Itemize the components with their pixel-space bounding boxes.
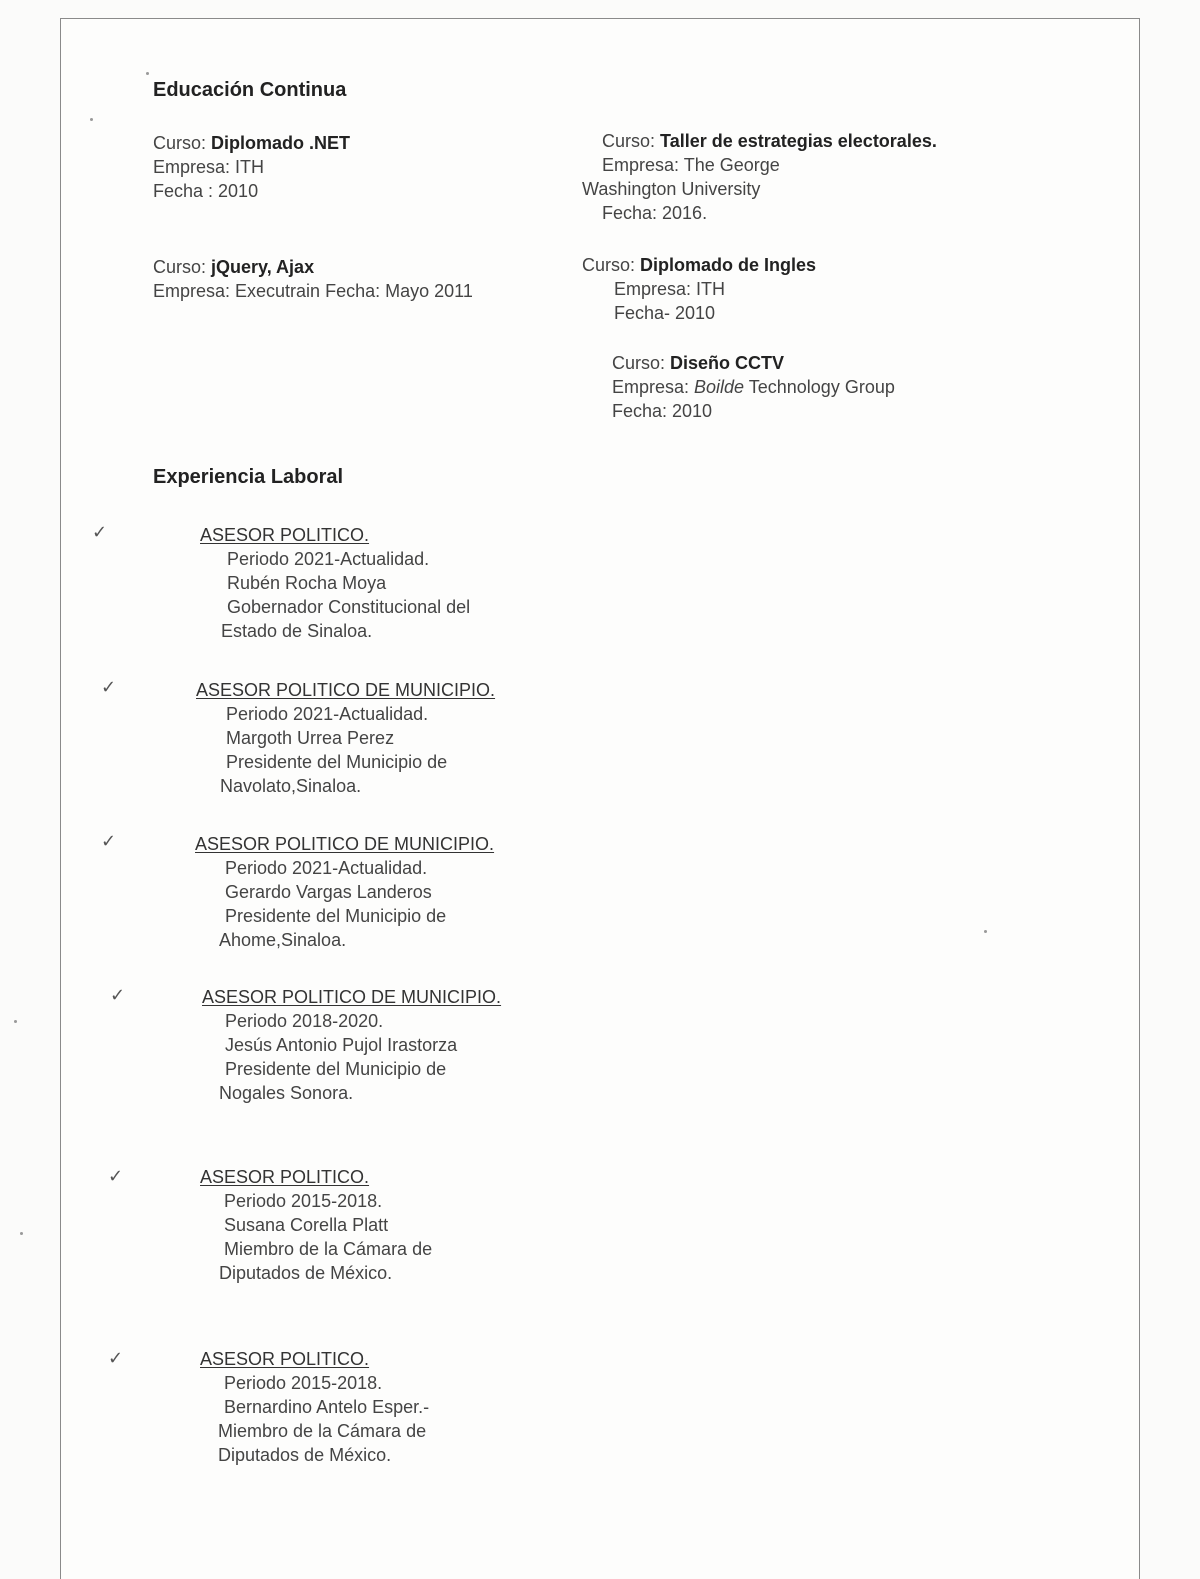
job-place: Navolato,Sinaloa. — [220, 776, 362, 796]
course-name-line — [582, 253, 816, 277]
check-icon: ✓ — [92, 522, 108, 542]
job-role: Presidente del Municipio de — [225, 1059, 447, 1079]
job-role: Presidente del Municipio de — [226, 752, 448, 772]
job-person: Susana Corella Platt — [224, 1215, 389, 1235]
job-period: Periodo 2021-Actualidad. — [226, 704, 429, 724]
course-item — [153, 131, 350, 203]
course-item — [153, 255, 473, 303]
curso-label: Curso: — [582, 255, 636, 275]
job-place: Estado de Sinaloa. — [221, 621, 373, 641]
job-period: Periodo 2015-2018. — [224, 1191, 383, 1211]
course-company: Empresa: The George — [602, 155, 780, 175]
job-title: ASESOR POLITICO DE MUNICIPIO. — [195, 834, 495, 854]
course-company: Empresa: Executrain Fecha: Mayo 2011 — [153, 281, 473, 301]
job-role: Miembro de la Cámara de — [224, 1239, 433, 1259]
scan-speck — [20, 1232, 23, 1235]
job-role: Presidente del Municipio de — [225, 906, 447, 926]
job-place: Diputados de México. — [219, 1263, 393, 1283]
check-icon: ✓ — [101, 831, 117, 851]
job-entry — [200, 1347, 429, 1467]
course-item — [582, 253, 816, 325]
course-name-line — [612, 351, 895, 375]
job-title: ASESOR POLITICO. — [200, 1167, 370, 1187]
job-person: Rubén Rocha Moya — [227, 573, 387, 593]
course-name-line — [153, 131, 350, 155]
job-person: Bernardino Antelo Esper.- — [224, 1397, 430, 1417]
course-date: Fecha : 2010 — [153, 181, 259, 201]
job-role: Gobernador Constitucional del — [227, 597, 471, 617]
course-name: Diplomado .NET — [211, 133, 351, 153]
course-name: Diplomado de Ingles — [640, 255, 817, 275]
job-place: Nogales Sonora. — [219, 1083, 354, 1103]
job-entry — [195, 832, 494, 952]
scan-speck — [14, 1020, 17, 1023]
job-place: Diputados de México. — [218, 1445, 392, 1465]
job-period: Periodo 2015-2018. — [224, 1373, 383, 1393]
course-company-cont: Washington University — [582, 179, 761, 199]
job-title: ASESOR POLITICO. — [200, 1349, 370, 1369]
course-company: Empresa: ITH — [614, 279, 726, 299]
check-icon: ✓ — [108, 1348, 124, 1368]
experience-heading: Experiencia Laboral — [153, 466, 344, 488]
curso-label: Curso: — [612, 353, 666, 373]
curso-label: Curso: — [602, 131, 656, 151]
course-date: Fecha: 2016. — [602, 203, 708, 223]
course-company: Empresa: ITH — [153, 157, 265, 177]
check-icon: ✓ — [108, 1166, 124, 1186]
job-period: Periodo 2021-Actualidad. — [225, 858, 428, 878]
curso-label: Curso: — [153, 133, 207, 153]
job-role: Miembro de la Cámara de — [218, 1421, 427, 1441]
job-place: Ahome,Sinaloa. — [219, 930, 347, 950]
course-company — [612, 375, 895, 399]
company-prefix: Empresa: — [612, 377, 695, 397]
job-entry — [196, 678, 495, 798]
job-person: Gerardo Vargas Landeros — [225, 882, 432, 902]
job-title: ASESOR POLITICO DE MUNICIPIO. — [202, 987, 502, 1007]
check-icon: ✓ — [101, 677, 117, 697]
company-suffix: Technology Group — [744, 377, 895, 397]
check-icon: ✓ — [110, 985, 126, 1005]
job-title: ASESOR POLITICO DE MUNICIPIO. — [196, 680, 496, 700]
job-period: Periodo 2018-2020. — [225, 1011, 384, 1031]
curso-label: Curso: — [153, 257, 207, 277]
job-person: Margoth Urrea Perez — [226, 728, 395, 748]
course-name: jQuery, Ajax — [211, 257, 315, 277]
course-date: Fecha- 2010 — [614, 303, 716, 323]
company-italic: Boilde — [694, 377, 745, 397]
course-name-line — [153, 255, 473, 279]
course-item — [612, 351, 895, 423]
job-period: Periodo 2021-Actualidad. — [227, 549, 430, 569]
scan-speck — [146, 72, 149, 75]
course-date: Fecha: 2010 — [612, 401, 713, 421]
job-entry — [200, 1165, 432, 1285]
job-entry — [202, 985, 501, 1105]
job-person: Jesús Antonio Pujol Irastorza — [225, 1035, 458, 1055]
education-heading: Educación Continua — [153, 79, 347, 101]
course-name: Diseño CCTV — [670, 353, 785, 373]
scan-speck — [984, 930, 987, 933]
scan-speck — [90, 118, 93, 121]
course-item — [582, 129, 937, 225]
job-entry — [200, 523, 470, 643]
course-name-line — [582, 129, 937, 153]
job-title: ASESOR POLITICO. — [200, 525, 370, 545]
course-name: Taller de estrategias electorales. — [660, 131, 937, 151]
